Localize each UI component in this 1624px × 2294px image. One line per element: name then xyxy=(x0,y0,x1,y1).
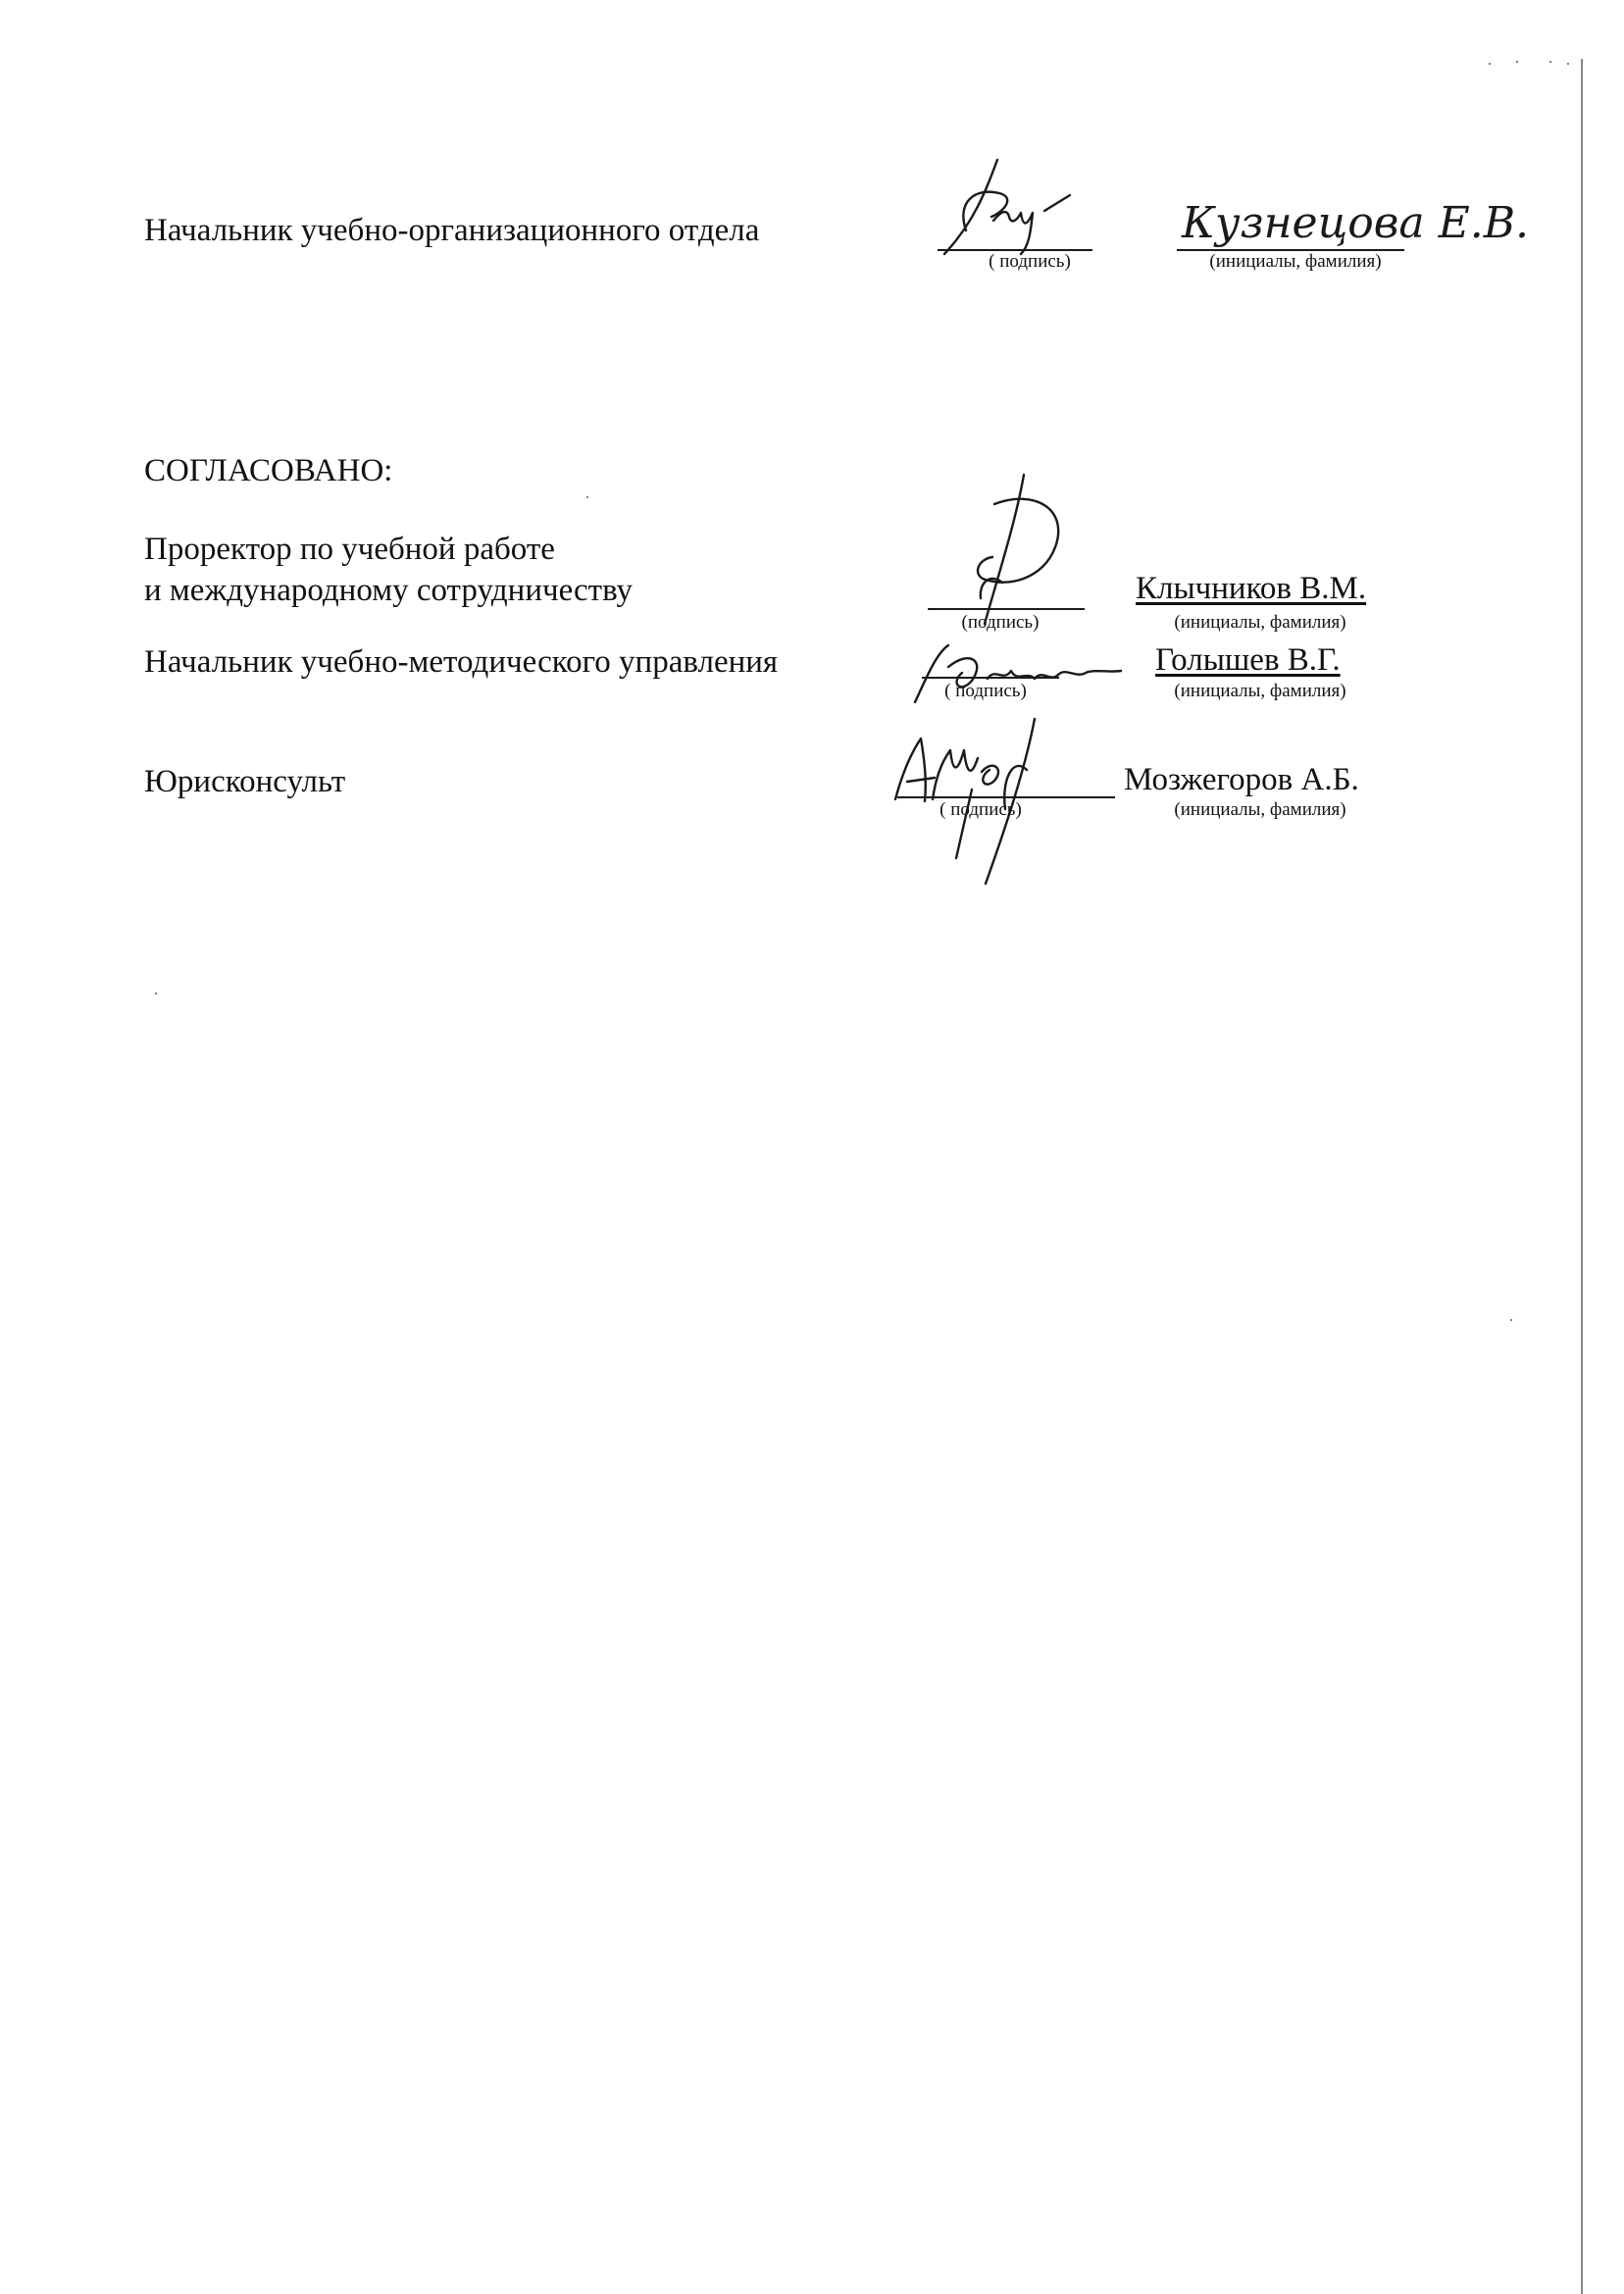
signatory-name: Голышев В.Г. xyxy=(1155,642,1341,678)
position-title-line2: и международному сотрудничеству xyxy=(144,573,634,608)
scan-speck xyxy=(1567,63,1569,65)
scan-speck xyxy=(1516,61,1518,63)
position-title-line1: Проректор по учебной работе xyxy=(144,532,555,567)
name-caption: (инициалы, фамилия) xyxy=(1174,799,1346,820)
signature-caption: (подпись) xyxy=(961,612,1040,633)
approval-heading: СОГЛАСОВАНО: xyxy=(144,453,393,488)
position-title: Начальник учебно-методического управления xyxy=(144,644,779,680)
scan-speck xyxy=(1489,63,1491,65)
signature-kuznetsova-mark xyxy=(937,152,1084,260)
signatory-name: Клычников В.М. xyxy=(1136,571,1367,606)
signature-line xyxy=(897,796,1115,798)
position-title: Начальник учебно-организационного отдела xyxy=(144,213,760,248)
signature-caption: ( подпись) xyxy=(939,799,1022,820)
signature-line xyxy=(928,608,1085,610)
position-title: Юрисконсульт xyxy=(144,764,346,799)
signature-line xyxy=(922,677,1059,679)
scan-speck xyxy=(586,496,588,498)
svg-text:Кузнецова Е.В.: Кузнецова Е.В. xyxy=(1182,198,1530,248)
handwritten-name xyxy=(1182,186,1530,255)
scan-speck xyxy=(155,993,157,994)
signatory-name: Мозжегоров А.Б. xyxy=(1124,762,1359,797)
signature-caption: ( подпись) xyxy=(989,251,1071,272)
name-caption: (инициалы, фамилия) xyxy=(1209,251,1382,272)
page-edge-shadow xyxy=(1581,59,1583,2294)
scan-speck xyxy=(1549,61,1551,63)
scan-speck xyxy=(1510,1319,1512,1321)
signature-klychnikov xyxy=(941,471,1089,628)
name-caption: (инициалы, фамилия) xyxy=(1174,681,1346,701)
signature-caption: ( подпись) xyxy=(944,681,1027,701)
name-caption: (инициалы, фамилия) xyxy=(1174,612,1346,633)
